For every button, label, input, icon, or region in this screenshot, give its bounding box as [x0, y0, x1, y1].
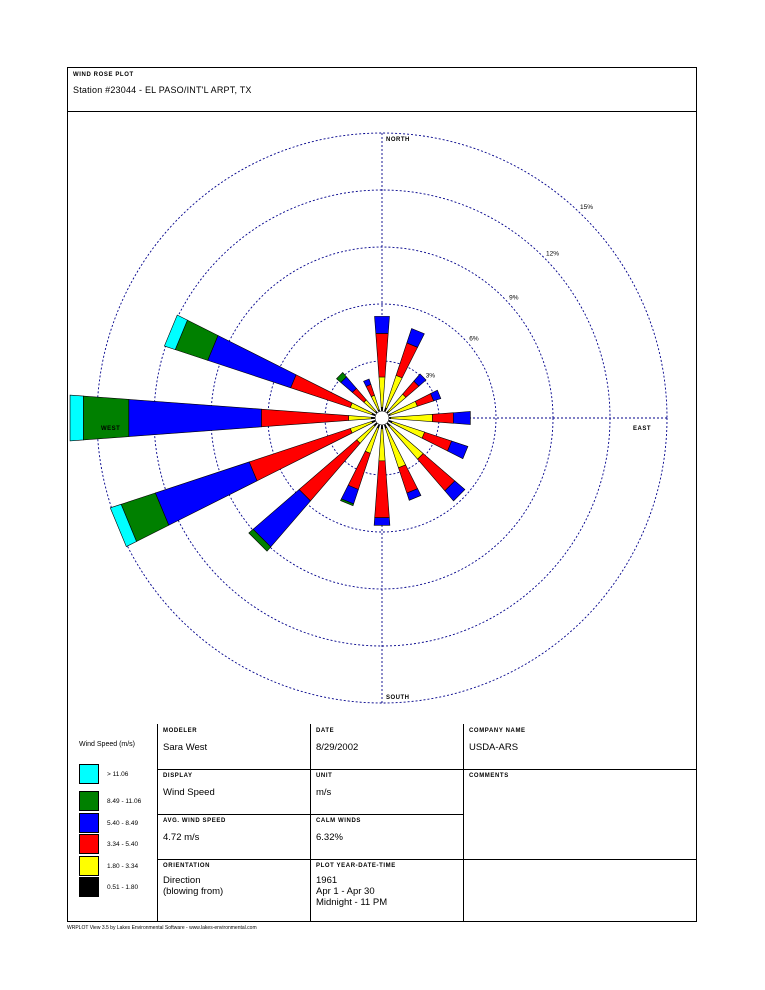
compass-label-south: SOUTH	[386, 695, 410, 701]
date-label: DATE	[316, 728, 335, 734]
legend-swatch	[79, 856, 99, 876]
calm-winds-label: CALM WINDS	[316, 818, 361, 824]
petal-segment	[349, 416, 372, 421]
petal-segment	[391, 414, 433, 421]
modeler-value: Sara West	[163, 742, 208, 753]
petal-segment	[366, 384, 374, 396]
modeler-label: MODELER	[163, 728, 198, 734]
plot-period-year: 1961	[316, 875, 338, 886]
legend-title: Wind Speed (m/s)	[79, 741, 136, 748]
petal-segment	[422, 432, 452, 451]
legend-label: 3.34 - 5.40	[107, 841, 139, 848]
ring-label: 15%	[580, 204, 594, 211]
petal-segment	[375, 461, 390, 518]
ring-label: 3%	[425, 372, 436, 380]
petal-segment	[432, 413, 453, 423]
avg-wind-speed-value: 4.72 m/s	[163, 832, 200, 843]
petal-segment	[70, 395, 83, 441]
plot-period-hours: Midnight - 11 PM	[316, 897, 388, 908]
petal-segment	[390, 401, 418, 415]
petal-N	[375, 316, 390, 413]
ring-label: 12%	[546, 250, 560, 258]
petal-WNW	[164, 315, 377, 416]
petal-segment	[376, 333, 388, 377]
plot-period-label: PLOT YEAR-DATE-TIME	[316, 863, 396, 869]
ring-label: 9%	[509, 294, 519, 302]
petal-segment	[396, 343, 417, 378]
petal-segment	[379, 429, 385, 461]
legend-swatch	[79, 791, 99, 811]
petal-E	[387, 412, 470, 425]
legend-label: 8.49 - 11.06	[107, 798, 142, 805]
legend-label: 5.40 - 8.49	[107, 820, 139, 827]
legend-swatch	[79, 764, 99, 784]
software-credit: WRPLOT View 3.5 by Lakes Environmental Software - www.lakes-environmental.com	[67, 925, 257, 931]
petal-segment	[129, 399, 262, 436]
info-panel	[67, 724, 697, 922]
petal-segment	[379, 377, 385, 407]
unit-label: UNIT	[316, 773, 333, 779]
petal-segment	[375, 316, 390, 333]
petal-segment	[374, 518, 390, 526]
legend-label: 0.51 - 1.80	[107, 884, 139, 891]
legend-swatch	[79, 877, 99, 897]
orientation-value-2: (blowing from)	[163, 886, 224, 897]
petal-WSW	[110, 420, 377, 547]
ring-label: 6%	[469, 335, 479, 343]
legend-swatch	[79, 834, 99, 854]
petal-segment	[448, 441, 468, 459]
petal-segment	[261, 409, 348, 427]
petal-segment	[385, 375, 402, 408]
display-label: DISPLAY	[163, 773, 193, 779]
avg-wind-speed-label: AVG. WIND SPEED	[163, 818, 226, 824]
plot-period-dates: Apr 1 - Apr 30	[316, 886, 375, 897]
compass-label-west: WEST	[101, 426, 121, 432]
date-value: 8/29/2002	[316, 742, 359, 753]
wind-rose-chart	[67, 112, 697, 724]
display-value: Wind Speed	[163, 787, 215, 798]
company-label: COMPANY NAME	[469, 728, 526, 734]
petal-segment	[453, 412, 470, 425]
legend-label: 1.80 - 3.34	[107, 863, 139, 870]
plot-type-label: WIND ROSE PLOT	[73, 72, 134, 78]
petal-segment	[348, 451, 370, 489]
petal-segment	[418, 454, 455, 491]
legend-swatch	[79, 813, 99, 833]
petal-segment	[83, 396, 128, 440]
calm-winds-value: 6.32%	[316, 832, 343, 843]
unit-value: m/s	[316, 787, 332, 798]
petal-segment	[398, 465, 417, 493]
company-value: USDA-ARS	[469, 742, 519, 753]
legend-label: > 11.06	[107, 771, 129, 778]
petal-segment	[415, 394, 433, 407]
plot-header	[67, 67, 697, 112]
orientation-value-1: Direction	[163, 875, 201, 886]
petal-W	[70, 395, 377, 441]
station-title: Station #23044 - EL PASO/INT'L ARPT, TX	[73, 85, 252, 95]
petal-segment	[392, 421, 425, 438]
calm-circle	[375, 411, 389, 425]
orientation-label: ORIENTATION	[163, 863, 211, 869]
comments-label: COMMENTS	[469, 773, 509, 779]
compass-label-east: EAST	[633, 426, 652, 432]
petal-S	[374, 423, 390, 525]
petal-segment	[249, 429, 352, 481]
compass-label-north: NORTH	[386, 137, 410, 143]
